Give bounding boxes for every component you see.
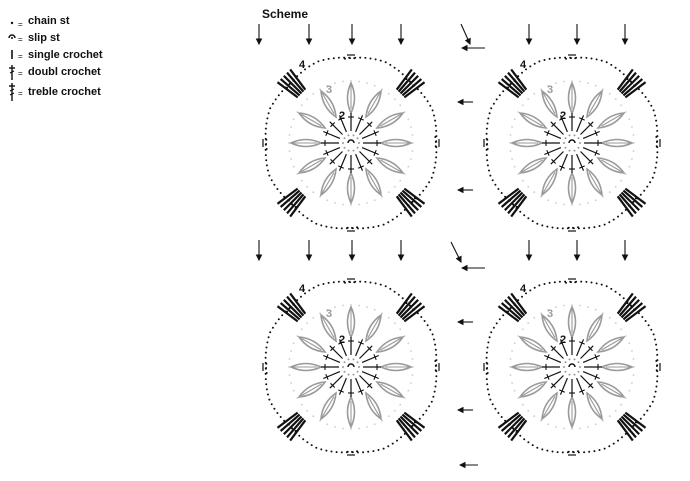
center-ring	[563, 134, 581, 151]
round-label: 3	[326, 84, 333, 96]
round-label: 2	[339, 334, 346, 346]
round-label: 2	[560, 110, 567, 122]
double-crochet-spokes-round-2	[542, 113, 602, 173]
round-labels	[520, 59, 566, 122]
scheme-title: Scheme	[262, 7, 309, 21]
petals-round-3	[512, 83, 632, 203]
center-ring	[563, 358, 581, 375]
round-label: 2	[560, 334, 567, 346]
legend-label: single crochet	[28, 49, 103, 61]
center-ring	[342, 358, 360, 375]
motif-grid	[263, 55, 660, 455]
round-labels	[299, 283, 345, 346]
direction-arrow	[451, 242, 461, 262]
legend-label: slip st	[28, 32, 60, 44]
round-labels	[299, 59, 345, 122]
motif	[484, 279, 660, 455]
round-label: 4	[520, 59, 527, 71]
round-label: 4	[520, 283, 527, 295]
legend-label: treble crochet	[28, 86, 101, 98]
motif	[263, 279, 439, 455]
direction-arrow	[461, 24, 470, 44]
svg-text:=: =	[18, 35, 23, 44]
petals-round-3	[291, 83, 411, 203]
round-label: 3	[547, 84, 554, 96]
petals-round-3	[512, 307, 632, 427]
double-crochet-spokes-round-2	[321, 337, 381, 397]
petals-round-3	[291, 307, 411, 427]
svg-text:=: =	[18, 69, 23, 78]
double-crochet-spokes-round-2	[321, 113, 381, 173]
round-labels	[520, 283, 566, 346]
round-label: 4	[299, 59, 306, 71]
round-label: 3	[326, 308, 333, 320]
legend-label: doubl crochet	[28, 66, 101, 78]
double-crochet-spokes-round-2	[542, 337, 602, 397]
motif	[263, 55, 439, 231]
center-ring	[342, 134, 360, 151]
svg-text:=: =	[18, 20, 23, 29]
round-label: 2	[339, 110, 346, 122]
svg-text:=: =	[18, 89, 23, 98]
round-label: 4	[299, 283, 306, 295]
legend-label: chain st	[28, 15, 70, 27]
round-label: 3	[547, 308, 554, 320]
svg-text:=: =	[18, 52, 23, 61]
motif	[484, 55, 660, 231]
